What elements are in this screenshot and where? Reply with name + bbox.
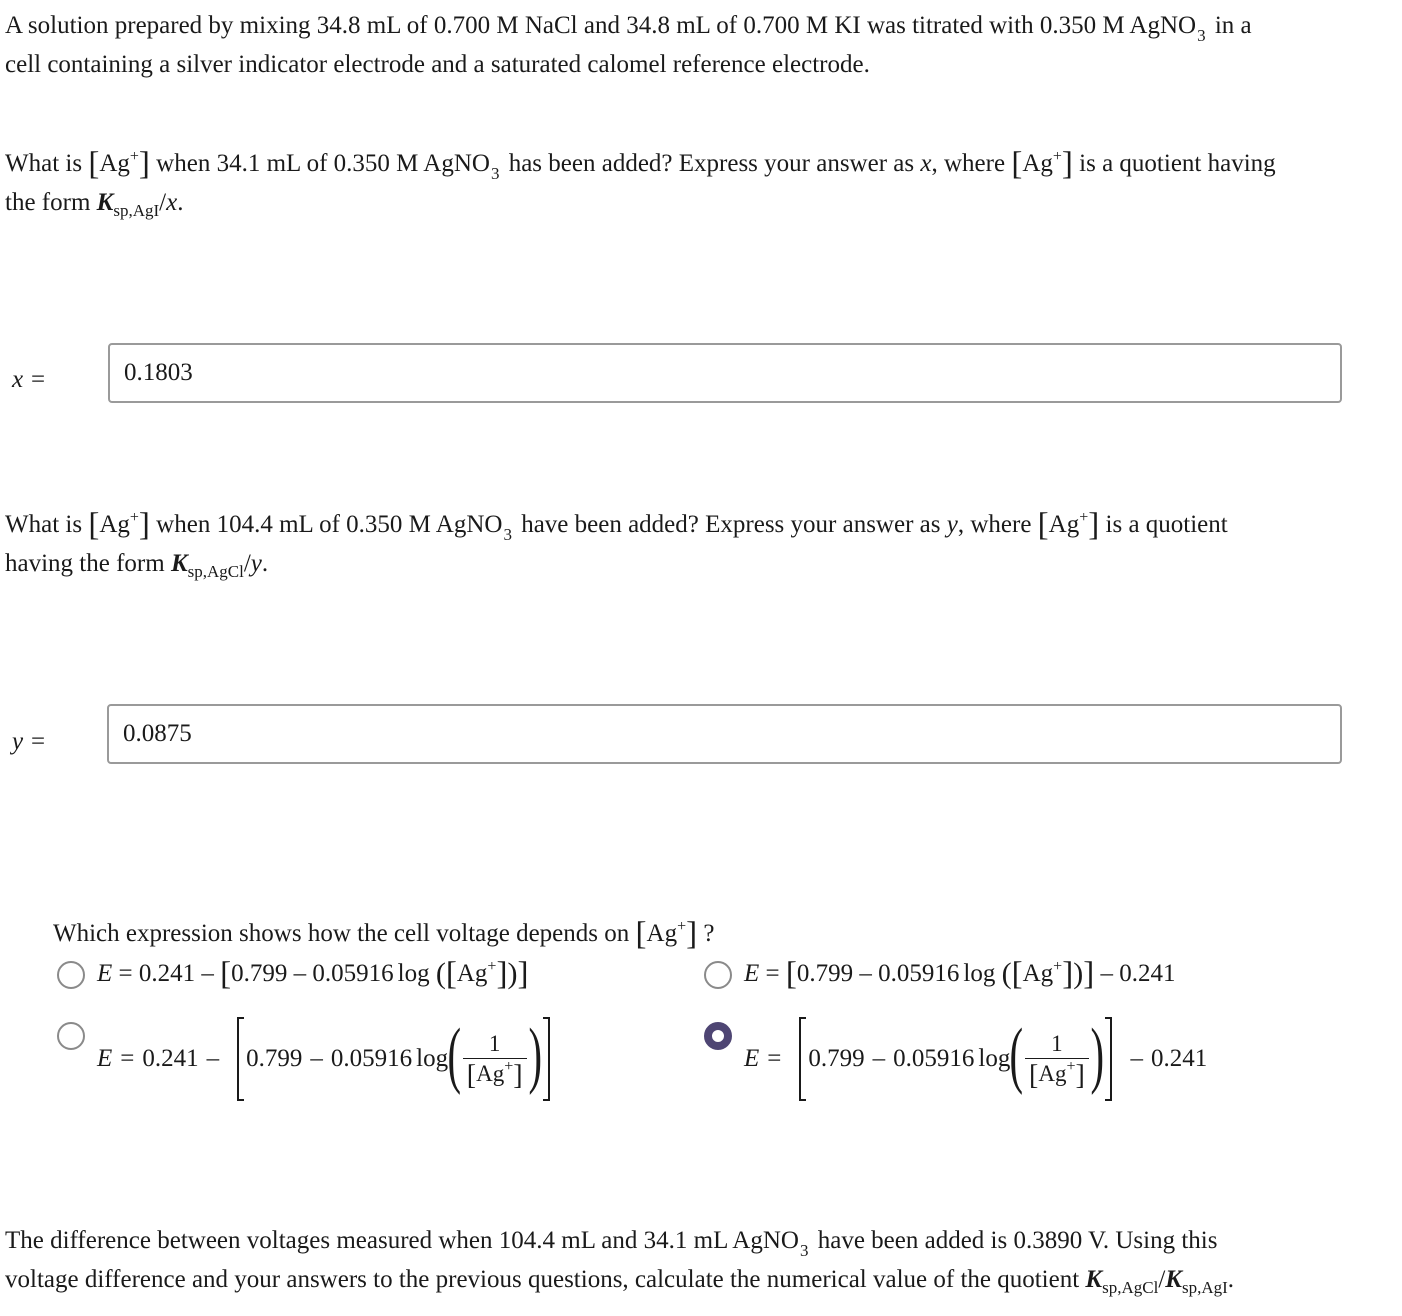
left-bracket: [ — [1037, 507, 1049, 543]
y-answer-value: 0.0875 — [123, 720, 192, 747]
minus: – — [310, 1045, 323, 1072]
standard-potential: 0.799 — [246, 1045, 303, 1072]
right-bracket: ] — [138, 146, 150, 182]
q1-tail: is a quotient having — [1079, 150, 1276, 177]
q1-where: , where — [931, 150, 1006, 177]
minus: – — [206, 1045, 220, 1072]
ag-charge: + — [1052, 148, 1062, 165]
intro-line1-end: in a — [1214, 12, 1252, 39]
question-1 — [5, 144, 1276, 222]
ref-potential: 0.241 — [1150, 1045, 1208, 1072]
q1-when: when 34.1 mL of 0.350 M AgNO — [156, 150, 490, 177]
big-left-bracket — [799, 1017, 806, 1101]
ksp-symbol: K — [96, 189, 114, 216]
intro-line1: A solution prepared by mixing 34.8 mL of 0.700 M NaCl and 34.8 mL of 0.700 M KI was titrated with 0.350 M AgNO — [5, 12, 1197, 39]
option-b-radio[interactable] — [704, 961, 732, 989]
right-bracket: ] — [1083, 956, 1095, 992]
ksp-symbol: K — [1085, 1266, 1103, 1293]
ag-ion: Ag — [99, 150, 130, 177]
ag-ion: Ag — [1048, 511, 1080, 538]
big-right-bracket — [543, 1017, 550, 1101]
q2-middle: have been added? Express your answer as — [521, 511, 941, 538]
nernst-coef: 0.05916 — [330, 1045, 413, 1072]
ag-charge: + — [1053, 958, 1063, 975]
ksp-subscript: sp,AgI — [113, 201, 160, 220]
left-bracket: [ — [1011, 146, 1023, 182]
q2-when: when 104.4 mL of 0.350 M AgNO — [156, 511, 503, 538]
ag-charge: + — [677, 918, 687, 935]
numerator: 1 — [1051, 1030, 1063, 1056]
q2-where: , where — [957, 511, 1032, 538]
y-label: y = — [12, 728, 47, 755]
option-c-radio[interactable] — [57, 1022, 85, 1050]
right-bracket: ] — [1088, 507, 1100, 543]
minus: – — [872, 1045, 886, 1072]
standard-potential: 0.799 — [796, 960, 854, 987]
minus: – — [201, 960, 214, 987]
q3-qmark: ? — [703, 920, 715, 947]
q4-line1a: The difference between voltages measured when 104.4 mL and 34.1 mL AgNO — [5, 1227, 799, 1254]
e-symbol: E — [744, 960, 760, 987]
right-bracket: ] — [1075, 1059, 1085, 1091]
nernst-coef: 0.05916 — [878, 960, 960, 987]
right-bracket: ] — [686, 916, 698, 952]
big-right-bracket — [1105, 1017, 1112, 1101]
option-d-radio[interactable] — [704, 1022, 732, 1050]
left-paren: ( — [435, 957, 446, 990]
ag-charge: + — [504, 1057, 514, 1075]
option-c-expression[interactable] — [97, 1014, 552, 1104]
log: log — [416, 1045, 449, 1072]
right-paren: ) — [507, 957, 518, 990]
slash: / — [159, 189, 167, 216]
ref-potential: 0.241 — [142, 1045, 199, 1072]
x-answer-input[interactable] — [108, 343, 1342, 403]
e-symbol: E — [97, 960, 113, 987]
option-a-expression[interactable] — [97, 954, 528, 994]
slash: / — [243, 550, 251, 577]
e-symbol: E — [744, 1045, 760, 1072]
q1-var: x — [166, 189, 178, 216]
q2-var: y — [946, 511, 958, 538]
x-answer-value: 0.1803 — [124, 359, 193, 386]
q1-what-is: What is — [5, 150, 83, 177]
intro-paragraph — [5, 6, 1252, 84]
left-bracket: [ — [466, 1059, 477, 1091]
ag-ion: Ag — [646, 920, 678, 947]
question-4 — [5, 1221, 1234, 1299]
period: . — [177, 189, 184, 216]
big-left-paren: ( — [1009, 1014, 1024, 1096]
ksp-agcl-subscript: sp,AgCl — [1102, 1278, 1159, 1297]
left-bracket: [ — [88, 507, 100, 543]
left-bracket: [ — [445, 956, 457, 992]
q1-sub3: 3 — [490, 164, 500, 183]
right-bracket: ] — [1061, 146, 1073, 182]
big-right-paren: ) — [528, 1014, 542, 1096]
minus: – — [1130, 1045, 1143, 1072]
intro-line2: cell containing a silver indicator electrode and a saturated calomel reference electrode. — [5, 51, 870, 78]
big-left-bracket — [237, 1017, 244, 1101]
equals: = — [767, 1045, 782, 1072]
q2-var: y — [250, 550, 262, 577]
ag-charge: + — [1066, 1057, 1076, 1075]
right-bracket: ] — [1062, 956, 1074, 992]
ksp-symbol: K — [170, 550, 188, 577]
q1-middle: has been added? Express your answer as — [508, 150, 915, 177]
slash: / — [1158, 1266, 1166, 1293]
option-b-expression[interactable] — [744, 954, 1175, 994]
left-bracket: [ — [1011, 956, 1023, 992]
q1-var: x — [920, 150, 932, 177]
q2-what-is: What is — [5, 511, 83, 538]
q3-prompt-text: Which expression shows how the cell voltage depends on — [53, 920, 630, 947]
minus: – — [293, 960, 307, 987]
ag-charge: + — [129, 509, 139, 526]
q4-line2a: voltage difference and your answers to the previous questions, calculate the numerical value of the quotient — [5, 1266, 1080, 1293]
log: log — [978, 1045, 1011, 1072]
ksp-agi-subscript: sp,AgI — [1181, 1278, 1228, 1297]
big-right-paren: ) — [1090, 1014, 1104, 1096]
equals: = — [120, 1045, 135, 1072]
ag-ion: Ag — [99, 511, 130, 538]
period: . — [1227, 1266, 1235, 1293]
nernst-coef: 0.05916 — [893, 1045, 975, 1072]
right-bracket: ] — [496, 956, 508, 992]
reciprocal-fraction — [1025, 1030, 1089, 1089]
nernst-coef: 0.05916 — [312, 960, 394, 987]
left-bracket: [ — [635, 916, 647, 952]
left-bracket: [ — [88, 146, 100, 182]
ag-ion: Ag — [1038, 1060, 1067, 1086]
right-paren: ) — [1073, 957, 1084, 990]
left-bracket: [ — [220, 956, 232, 992]
intro-sub3: 3 — [1197, 26, 1206, 45]
e-symbol: E — [97, 1045, 113, 1072]
q2-form-prefix: having the form — [5, 550, 165, 577]
question-3-prompt — [53, 912, 714, 956]
equals: = — [765, 960, 780, 987]
numerator: 1 — [488, 1030, 501, 1056]
log: log — [963, 960, 996, 987]
big-left-paren: ( — [447, 1014, 462, 1096]
right-bracket: ] — [138, 507, 150, 543]
option-a-radio[interactable] — [57, 961, 85, 989]
x-label: x = — [12, 366, 47, 393]
denominator — [463, 1058, 527, 1089]
denominator — [1025, 1058, 1089, 1089]
log: log — [397, 960, 430, 987]
question-2 — [5, 505, 1228, 583]
ag-charge: + — [1079, 509, 1089, 526]
equals: = — [118, 960, 133, 987]
q2-tail: is a quotient — [1105, 511, 1228, 538]
ag-ion: Ag — [456, 960, 488, 987]
q4-sub3: 3 — [799, 1241, 809, 1260]
ref-potential: 0.241 — [1119, 960, 1176, 987]
left-bracket: [ — [1029, 1059, 1039, 1091]
right-bracket: ] — [513, 1059, 523, 1091]
standard-potential: 0.799 — [808, 1045, 865, 1072]
ag-charge: + — [487, 958, 497, 975]
y-answer-input[interactable] — [107, 704, 1342, 764]
ag-ion: Ag — [1022, 960, 1054, 987]
q4-line1b: have been added is 0.3890 V. Using this — [817, 1227, 1218, 1254]
period: . — [261, 550, 269, 577]
ag-ion: Ag — [476, 1060, 505, 1086]
left-bracket: [ — [785, 956, 797, 992]
minus: – — [1100, 960, 1113, 987]
option-d-expression[interactable] — [744, 1014, 1207, 1104]
ag-ion: Ag — [1022, 150, 1053, 177]
q2-sub3: 3 — [503, 525, 512, 544]
reciprocal-fraction — [463, 1030, 527, 1089]
ag-charge: + — [129, 148, 139, 165]
ksp-subscript: sp,AgCl — [187, 562, 244, 581]
right-bracket: ] — [517, 956, 529, 992]
q1-form-prefix: the form — [5, 189, 91, 216]
ksp-symbol: K — [1165, 1266, 1182, 1293]
minus: – — [859, 960, 872, 987]
ref-potential: 0.241 — [138, 960, 196, 987]
left-paren: ( — [1001, 957, 1012, 990]
standard-potential: 0.799 — [231, 960, 288, 987]
